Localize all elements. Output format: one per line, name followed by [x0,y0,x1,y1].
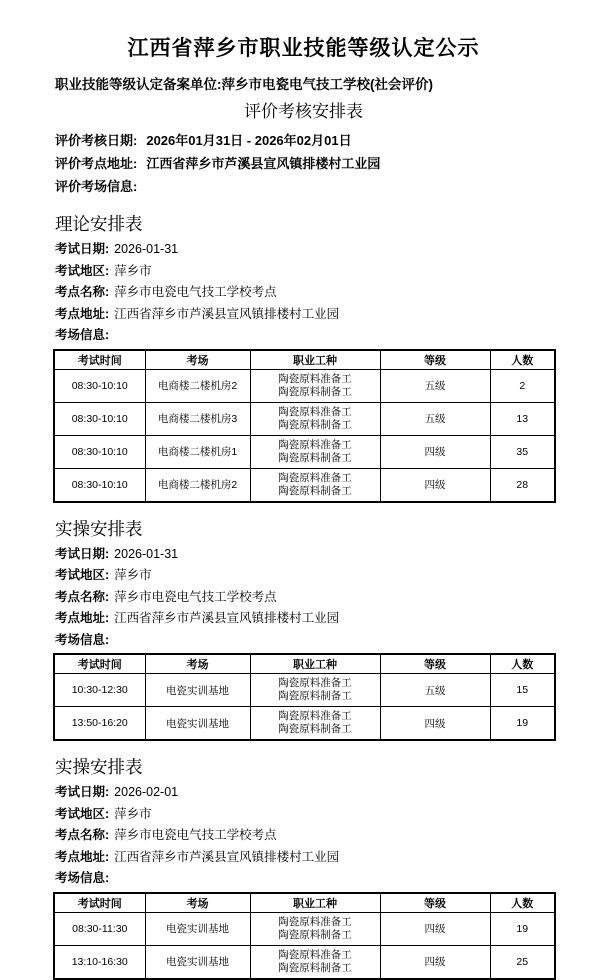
occupation-line: 陶瓷原料制备工 [278,385,352,398]
exam-date-value: 2026-01-31 [114,242,179,256]
occupation-line: 陶瓷原料制备工 [278,928,352,941]
cell-occupation [250,674,380,707]
exam-date-line [55,239,554,261]
exam-region-label: 考试地区: [55,806,110,821]
cell-count: 15 [490,674,555,707]
cell-room: 电瓷实训基地 [145,707,250,741]
site-name-line [55,282,554,304]
occupation-line: 陶瓷原料制备工 [278,723,352,735]
cell-room: 电瓷实训基地 [145,912,250,945]
eval-date-line [55,129,554,152]
cell-time: 08:30-10:10 [54,435,145,468]
cell-time: 08:30-11:30 [54,912,145,945]
site-address-value: 江西省萍乡市芦溪县宣风镇排楼村工业园 [114,611,340,625]
room-info-line [55,630,554,652]
site-name-line [55,825,554,847]
col-header-occupation: 职业工种 [250,654,380,674]
cell-count: 25 [490,945,555,979]
eval-room-info-line [55,175,554,198]
cell-level: 四级 [380,912,490,945]
occupation-line: 陶瓷原料制备工 [278,451,352,464]
col-header-level: 等级 [380,350,490,370]
practical-schedule-table-day1 [53,653,556,741]
table-row [54,468,555,502]
cell-occupation [250,369,380,402]
site-name-label: 考点名称: [55,828,110,842]
col-header-occupation: 职业工种 [250,893,380,913]
col-header-time: 考试时间 [54,893,145,913]
cell-level: 四级 [380,468,490,502]
exam-date-label: 考试日期: [55,242,110,256]
table-header-row [54,654,555,674]
eval-date-label: 评价考核日期: [55,133,138,148]
section-heading: 实操安排表 [55,518,143,539]
cell-count: 2 [490,369,555,402]
cell-occupation [250,435,380,468]
occupation-line: 陶瓷原料准备工 [278,677,352,689]
col-header-time: 考试时间 [54,654,145,674]
site-address-label: 考点地址: [55,611,110,625]
exam-region-label: 考试地区: [55,568,110,582]
col-header-room: 考场 [145,654,250,674]
room-info-label: 考场信息: [55,328,110,342]
table-row [54,945,555,979]
exam-region-value: 萍乡市 [114,263,152,278]
section-practical-day1 [53,516,554,742]
exam-date-label: 考试日期: [55,785,110,799]
cell-level: 四级 [380,435,490,468]
occupation-line: 陶瓷原料制备工 [278,690,352,702]
page-title: 江西省萍乡市职业技能等级认定公示 [127,36,480,60]
filing-unit-line: 职业技能等级认定备案单位:萍乡市电瓷电气技工学校(社会评价) [55,77,433,92]
room-info-label: 考场信息: [55,871,110,885]
occupation-line: 陶瓷原料准备工 [278,710,352,722]
table-header-row [54,350,555,370]
cell-room: 电商楼二楼机房2 [145,468,250,502]
theory-schedule-table [53,349,556,503]
eval-site-value: 江西省萍乡市芦溪县宣风镇排楼村工业园 [146,156,381,171]
cell-room: 电瓷实训基地 [145,945,250,979]
site-name-label: 考点名称: [55,285,110,299]
exam-region-line [55,261,554,283]
exam-region-line [55,565,554,587]
cell-count: 35 [490,435,555,468]
cell-time: 08:30-10:10 [54,468,145,502]
cell-level: 五级 [380,369,490,402]
site-address-line [55,608,554,630]
exam-date-line [55,544,554,566]
exam-region-value: 萍乡市 [114,568,152,582]
exam-region-value: 萍乡市 [114,806,152,821]
occupation-line: 陶瓷原料准备工 [278,372,352,385]
eval-site-label: 评价考点地址: [55,156,138,171]
site-address-line [55,847,554,869]
col-header-time: 考试时间 [54,350,145,370]
section-heading: 实操安排表 [55,757,143,777]
cell-time: 10:30-12:30 [54,674,145,707]
cell-count: 19 [490,707,555,741]
table-row [54,674,555,707]
col-header-count: 人数 [490,654,555,674]
occupation-line: 陶瓷原料制备工 [278,961,352,974]
cell-level: 五级 [380,402,490,435]
cell-count: 19 [490,912,555,945]
col-header-room: 考场 [145,350,250,370]
cell-level: 四级 [380,945,490,979]
eval-room-info-label: 评价考场信息: [55,179,138,194]
cell-room: 电商楼二楼机房3 [145,402,250,435]
occupation-line: 陶瓷原料准备工 [278,405,352,418]
cell-time: 08:30-10:10 [54,369,145,402]
table-header-row [54,893,555,913]
site-address-value: 江西省萍乡市芦溪县宣风镇排楼村工业园 [114,849,340,864]
occupation-line: 陶瓷原料准备工 [278,438,352,451]
site-address-line [55,304,554,326]
cell-occupation [250,468,380,502]
exam-region-label: 考试地区: [55,263,110,278]
cell-occupation [250,402,380,435]
eval-date-value: 2026年01月31日 - 2026年02月01日 [146,133,352,148]
occupation-line: 陶瓷原料准备工 [278,948,352,961]
table-row [54,369,555,402]
col-header-count: 人数 [490,350,555,370]
site-address-label: 考点地址: [55,306,110,321]
cell-occupation [250,945,380,979]
occupation-line: 陶瓷原料准备工 [278,915,352,928]
site-name-value: 萍乡市电瓷电气技工学校考点 [114,285,277,299]
table-row [54,435,555,468]
col-header-room: 考场 [145,893,250,913]
site-name-line [55,587,554,609]
exam-date-value: 2026-01-31 [114,546,179,561]
section-theory [53,211,554,503]
cell-level: 四级 [380,707,490,741]
site-address-value: 江西省萍乡市芦溪县宣风镇排楼村工业园 [114,306,340,321]
col-header-occupation: 职业工种 [250,350,380,370]
cell-time: 13:50-16:20 [54,707,145,741]
site-address-label: 考点地址: [55,849,110,864]
cell-count: 28 [490,468,555,502]
room-info-label: 考场信息: [55,632,110,647]
col-header-count: 人数 [490,893,555,913]
occupation-line: 陶瓷原料制备工 [278,484,352,497]
exam-region-line [55,804,554,826]
eval-site-line [55,152,554,175]
cell-level: 五级 [380,674,490,707]
section-heading: 理论安排表 [55,214,143,234]
exam-date-label: 考试日期: [55,546,110,561]
section-practical-day2 [53,754,554,980]
col-header-level: 等级 [380,893,490,913]
site-name-value: 萍乡市电瓷电气技工学校考点 [114,589,277,604]
cell-room: 电瓷实训基地 [145,674,250,707]
room-info-line [55,868,554,890]
table-row [54,402,555,435]
room-info-line [55,325,554,347]
occupation-line: 陶瓷原料制备工 [278,418,352,431]
cell-time: 13:10-16:30 [54,945,145,979]
schedule-heading: 评价考核安排表 [244,102,363,121]
table-row [54,707,555,741]
site-name-value: 萍乡市电瓷电气技工学校考点 [114,828,277,842]
exam-date-value: 2026-02-01 [114,785,179,799]
cell-room: 电商楼二楼机房1 [145,435,250,468]
col-header-level: 等级 [380,654,490,674]
table-row [54,912,555,945]
exam-date-line [55,782,554,804]
practical-schedule-table-day2 [53,892,556,980]
cell-occupation [250,912,380,945]
cell-room: 电商楼二楼机房2 [145,369,250,402]
cell-time: 08:30-10:10 [54,402,145,435]
occupation-line: 陶瓷原料准备工 [278,471,352,484]
cell-occupation [250,707,380,741]
cell-count: 13 [490,402,555,435]
site-name-label: 考点名称: [55,589,110,604]
